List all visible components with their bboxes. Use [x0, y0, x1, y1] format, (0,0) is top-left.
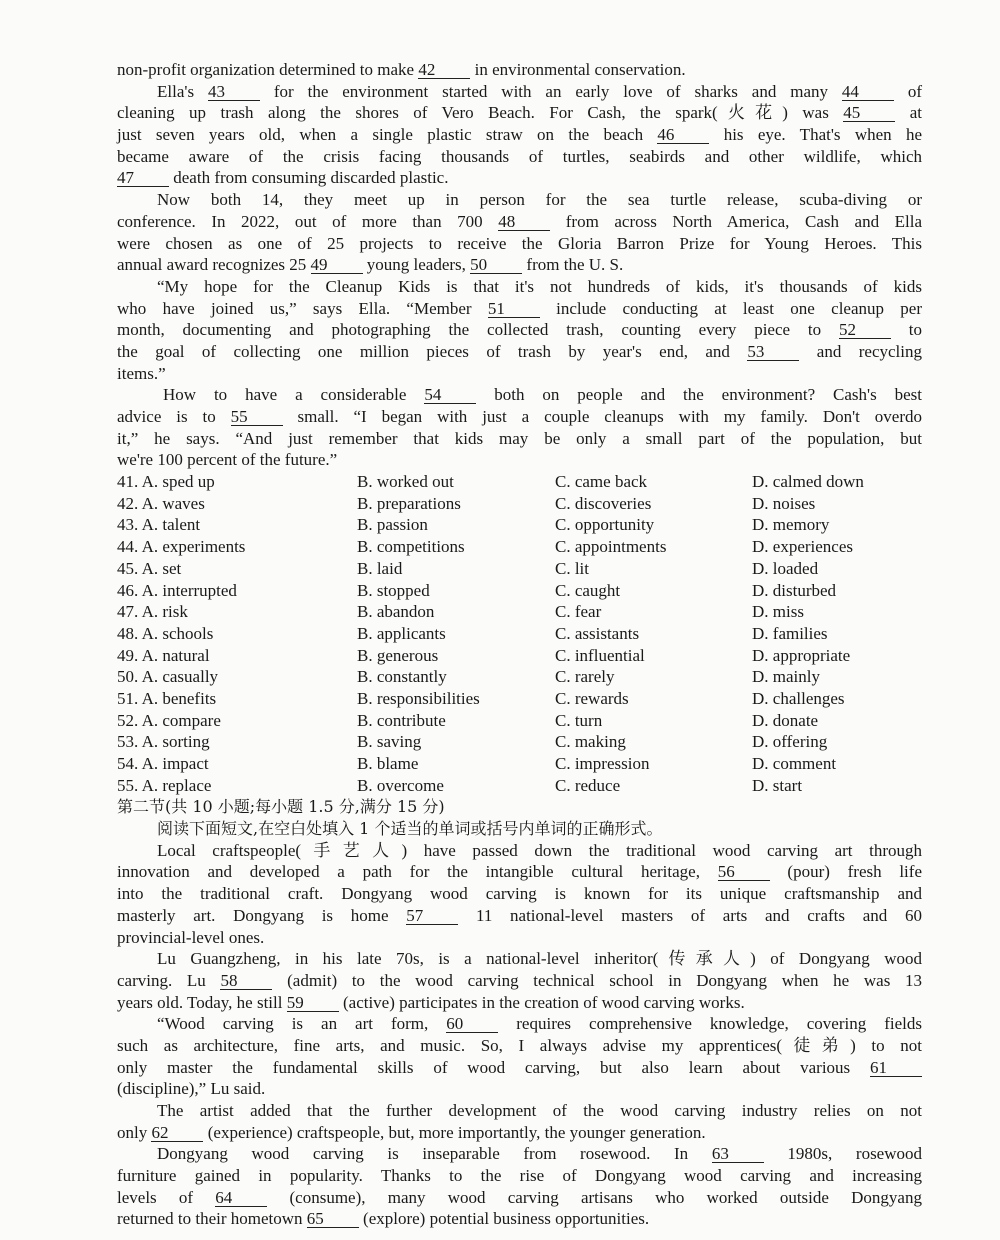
option-text: C. discoveries: [555, 493, 652, 513]
option-d: [752, 601, 804, 623]
option-text: A. natural: [141, 645, 210, 665]
text-segment: (active) participates in the creation of wood carving works.: [338, 992, 745, 1012]
option-c: [555, 471, 752, 493]
option-b: [357, 558, 555, 580]
text-line: [117, 1143, 922, 1165]
option-text: B. worked out: [357, 472, 454, 492]
option-text: D. comment: [752, 754, 837, 773]
text-segment: (consume), many wood carving artisans who worked outside Dongyang: [267, 1187, 922, 1207]
option-b: [357, 536, 555, 558]
text-segment: “My hope for the Cleanup Kids is that it's not hundreds of kids, it's thousands of kids: [157, 276, 922, 296]
text-segment: Dongyang wood carving is inseparable from rosewood. In: [157, 1144, 712, 1164]
option-a: [117, 623, 357, 645]
text-line: [117, 211, 922, 233]
text-segment: into the traditional craft. Dongyang wood carving is known for its unique craftsmanship and: [117, 884, 922, 904]
option-a: [117, 666, 357, 688]
option-b: [357, 753, 555, 775]
option-text: B. abandon: [357, 602, 435, 622]
answer-blank: 45: [843, 104, 895, 122]
text-segment: include conducting at least one cleanup per: [539, 298, 923, 318]
option-text: C. assistants: [555, 623, 640, 643]
option-d: [752, 514, 829, 536]
option-a: [117, 645, 357, 667]
text-segment: “Wood carving is an art form,: [157, 1014, 447, 1034]
text-segment: requires comprehensive knowledge, covering fields: [498, 1014, 922, 1034]
option-text: B. applicants: [357, 623, 446, 643]
option-text: C. came back: [555, 472, 648, 492]
option-text: B. preparations: [357, 493, 461, 513]
option-text: C. opportunity: [555, 515, 655, 535]
option-c: [555, 493, 752, 515]
option-a: [117, 601, 357, 623]
answer-blank: 43: [208, 83, 260, 101]
answer-blank: 47: [117, 169, 169, 187]
option-d: [752, 580, 836, 602]
option-c: [555, 666, 752, 688]
question-number: 49.: [117, 645, 139, 665]
answer-blank: 63: [712, 1145, 764, 1163]
option-d: [752, 645, 850, 667]
text-segment: Lu Guangzheng, in his late 70s, is a national-level inheritor(传承人) of Dongyang wood: [157, 949, 922, 969]
option-b: [357, 623, 555, 645]
text-line: [117, 167, 922, 189]
option-text: C. rewards: [555, 688, 629, 708]
question-number: 47.: [117, 602, 139, 622]
option-a: [117, 493, 357, 515]
text-segment: young leaders,: [362, 255, 471, 275]
text-line: [117, 59, 922, 81]
fill-in-passage: [117, 840, 922, 1230]
question-number: 41.: [117, 472, 139, 492]
text-line: [117, 189, 922, 211]
text-segment: levels of: [117, 1187, 216, 1207]
option-c: [555, 558, 752, 580]
text-line: [117, 1057, 922, 1079]
text-segment: annual award recognizes 25: [117, 255, 311, 275]
question-number: 52.: [117, 710, 139, 730]
option-text: D. disturbed: [752, 580, 837, 600]
option-text: D. challenges: [752, 688, 845, 708]
text-segment: The artist added that the further development of the wood carving industry relies on not: [157, 1101, 922, 1120]
answer-blank: 54: [424, 386, 476, 404]
cloze-passage: [117, 59, 922, 471]
answer-blank: 55: [231, 408, 283, 426]
answer-blank: 57: [406, 907, 458, 925]
option-text: D. start: [752, 775, 803, 795]
text-segment: for the environment started with an early love of sharks and many: [259, 81, 842, 101]
option-text: C. making: [555, 732, 626, 752]
option-text: B. laid: [357, 558, 403, 578]
option-d: [752, 623, 828, 645]
option-row: [117, 493, 922, 515]
question-number: 51.: [117, 688, 139, 708]
text-segment: Local craftspeople(手艺人) have passed down the traditional wood carving art through: [157, 840, 922, 860]
option-text: A. waves: [141, 493, 205, 513]
option-b: [357, 688, 555, 710]
option-c: [555, 775, 752, 797]
option-b: [357, 775, 555, 797]
option-row: [117, 471, 922, 493]
text-segment: (admit) to the wood carving technical school in Dongyang when he was 13: [272, 970, 923, 990]
text-line: [117, 146, 922, 168]
text-segment: Ella's: [157, 81, 208, 101]
option-d: [752, 558, 818, 580]
options-list: [117, 471, 922, 796]
answer-blank: 48: [498, 213, 550, 231]
option-text: B. saving: [357, 732, 422, 752]
option-text: A. sorting: [141, 732, 210, 752]
text-line: [117, 970, 922, 992]
text-line: [117, 1122, 922, 1144]
option-text: D. calmed down: [752, 472, 864, 492]
option-a: [117, 536, 357, 558]
answer-blank: 50: [470, 256, 522, 274]
question-number: 54.: [117, 754, 139, 773]
text-line: [117, 124, 922, 146]
text-segment: became aware of the crisis facing thousands of turtles, seabirds and other wildlife, which: [117, 146, 922, 166]
text-segment: who have joined us,” says Ella. “Member: [117, 298, 488, 318]
text-segment: in environmental conservation.: [470, 60, 686, 79]
option-c: [555, 623, 752, 645]
option-a: [117, 471, 357, 493]
text-line: [117, 102, 922, 124]
option-text: C. fear: [555, 602, 602, 622]
option-text: D. experiences: [752, 537, 854, 557]
option-text: C. caught: [555, 580, 621, 600]
text-line: [117, 948, 922, 970]
text-line: [117, 992, 922, 1014]
text-segment: both on people and the environment? Cash's best: [476, 385, 922, 405]
question-number: 43.: [117, 515, 139, 535]
text-segment: 11 national-level masters of arts and crafts and 60: [458, 905, 922, 925]
text-segment: innovation and developed a path for the intangible cultural heritage,: [117, 862, 718, 882]
text-line: [117, 861, 922, 883]
answer-blank: 64: [215, 1189, 267, 1207]
text-line: [117, 1187, 922, 1209]
option-row: [117, 558, 922, 580]
answer-blank: 52: [839, 321, 891, 339]
text-line: [117, 1100, 922, 1122]
option-b: [357, 580, 555, 602]
option-text: A. benefits: [141, 688, 217, 708]
option-a: [117, 514, 357, 536]
text-line: [117, 905, 922, 927]
answer-blank: 51: [488, 300, 540, 318]
text-line: [117, 81, 922, 103]
text-segment: furniture gained in popularity. Thanks to the rise of Dongyang wood carving and increasing: [117, 1166, 922, 1186]
question-number: 42.: [117, 493, 139, 513]
option-a: [117, 710, 357, 732]
text-segment: to: [890, 320, 922, 340]
question-number: 53.: [117, 732, 139, 752]
answer-blank: 46: [657, 126, 709, 144]
text-segment: small. “I began with just a couple cleanups with my family. Don't overdo: [282, 407, 922, 426]
text-segment: from the U. S.: [522, 255, 624, 275]
option-text: B. responsibilities: [357, 688, 480, 708]
text-line: [117, 449, 922, 471]
option-d: [752, 775, 802, 797]
text-segment: advice is to: [117, 407, 231, 426]
option-text: C. lit: [555, 558, 590, 578]
option-b: [357, 645, 555, 667]
text-segment: at: [895, 103, 922, 123]
option-text: C. turn: [555, 710, 603, 730]
question-number: 48.: [117, 623, 139, 643]
text-segment: Now both 14, they meet up in person for the sea turtle release, scuba-diving or: [157, 190, 922, 210]
text-segment: and recycling: [799, 341, 922, 361]
option-row: [117, 580, 922, 602]
answer-blank: 59: [287, 994, 339, 1012]
option-text: A. experiments: [141, 537, 246, 557]
text-segment: items.”: [117, 363, 166, 383]
text-line: [117, 406, 922, 428]
option-text: A. impact: [141, 754, 209, 773]
text-segment: masterly art. Dongyang is home: [117, 905, 407, 925]
option-row: [117, 775, 922, 797]
section-heading: 第二节(共 10 小题;每小题 1.5 分,满分 15 分): [117, 797, 445, 817]
text-line: [117, 1035, 922, 1057]
answer-blank: 65: [307, 1210, 359, 1228]
text-line: [117, 1078, 922, 1100]
text-line: [117, 254, 922, 276]
option-text: B. passion: [357, 515, 428, 535]
option-text: B. constantly: [357, 667, 447, 687]
option-text: A. set: [141, 558, 182, 578]
option-row: [117, 731, 922, 753]
text-line: [117, 927, 922, 949]
text-line: [117, 1208, 922, 1230]
option-d: [752, 731, 827, 753]
answer-blank: 53: [747, 343, 799, 361]
option-text: D. donate: [752, 710, 819, 730]
option-text: B. blame: [357, 754, 419, 773]
option-text: B. generous: [357, 645, 439, 665]
option-text: D. miss: [752, 602, 804, 622]
option-a: [117, 688, 357, 710]
option-row: [117, 666, 922, 688]
option-a: [117, 731, 357, 753]
answer-blank: 60: [446, 1015, 498, 1033]
answer-blank: 42: [418, 61, 470, 79]
option-row: [117, 710, 922, 732]
text-segment: were chosen as one of 25 projects to receive the Gloria Barron Prize for Young Heroes. This: [117, 233, 922, 253]
answer-blank: 58: [220, 972, 272, 990]
option-text: B. overcome: [357, 775, 444, 795]
text-line: [117, 428, 922, 450]
option-row: [117, 623, 922, 645]
option-a: [117, 580, 357, 602]
text-line: [117, 1013, 922, 1035]
option-text: D. mainly: [752, 667, 820, 687]
option-b: [357, 471, 555, 493]
option-c: [555, 688, 752, 710]
text-segment: (pour) fresh life: [769, 862, 922, 882]
text-line: [117, 384, 922, 406]
question-number: 46.: [117, 580, 139, 600]
text-line: [117, 276, 922, 298]
text-line: [117, 363, 922, 385]
option-c: [555, 580, 752, 602]
option-text: B. contribute: [357, 710, 446, 730]
option-a: [117, 558, 357, 580]
option-b: [357, 710, 555, 732]
option-row: [117, 645, 922, 667]
option-text: C. rarely: [555, 667, 615, 687]
text-line: [117, 1165, 922, 1187]
option-row: [117, 688, 922, 710]
option-d: [752, 471, 864, 493]
option-text: C. reduce: [555, 775, 621, 795]
text-segment: such as architecture, fine arts, and music. So, I always advise my apprentices(徒弟) to not: [117, 1035, 922, 1055]
text-line: [117, 298, 922, 320]
text-segment: provincial-level ones.: [117, 927, 265, 947]
text-segment: of: [893, 81, 922, 101]
option-a: [117, 753, 357, 775]
answer-blank: 49: [311, 256, 363, 274]
answer-blank: 56: [718, 863, 770, 881]
text-segment: cleaning up trash along the shores of Vero Beach. For Cash, the spark(火花) was: [117, 103, 844, 123]
exam-page: [117, 59, 922, 1230]
option-text: D. appropriate: [752, 645, 851, 665]
text-segment: only master the fundamental skills of wood carving, but also learn about various: [117, 1057, 870, 1077]
option-text: D. memory: [752, 515, 830, 535]
option-d: [752, 710, 818, 732]
text-line: [117, 840, 922, 862]
option-text: A. replace: [141, 775, 212, 795]
option-d: [752, 666, 820, 688]
text-segment: month, documenting and photographing the collected trash, counting every piece to: [117, 320, 839, 340]
option-text: C. influential: [555, 645, 645, 665]
option-d: [752, 688, 845, 710]
option-c: [555, 710, 752, 732]
text-segment: returned to their hometown: [117, 1209, 307, 1229]
option-text: A. sped up: [141, 472, 215, 492]
text-segment: only: [117, 1122, 152, 1142]
option-text: D. loaded: [752, 558, 819, 578]
option-text: D. families: [752, 623, 828, 643]
text-segment: carving. Lu: [117, 970, 221, 990]
text-segment: death from consuming discarded plastic.: [169, 168, 449, 188]
answer-blank: 61: [870, 1059, 922, 1077]
option-text: B. competitions: [357, 537, 465, 557]
option-b: [357, 731, 555, 753]
option-c: [555, 731, 752, 753]
option-d: [752, 753, 836, 775]
option-d: [752, 536, 853, 558]
text-segment: we're 100 percent of the future.”: [117, 450, 338, 470]
option-text: A. compare: [141, 710, 221, 730]
text-segment: (experience) craftspeople, but, more importantly, the younger generation.: [203, 1122, 706, 1142]
question-number: 50.: [117, 667, 139, 687]
option-row: [117, 536, 922, 558]
text-segment: it,” he says. “And just remember that kids may be only a small part of the population, but: [117, 428, 922, 448]
option-b: [357, 601, 555, 623]
answer-blank: 44: [842, 83, 894, 101]
option-text: D. offering: [752, 732, 828, 752]
option-c: [555, 645, 752, 667]
text-segment: the goal of collecting one million pieces of trash by year's end, and: [117, 341, 748, 361]
text-segment: conference. In 2022, out of more than 700: [117, 211, 499, 231]
option-text: A. schools: [141, 623, 214, 643]
option-d: [752, 493, 815, 515]
option-row: [117, 514, 922, 536]
text-segment: (discipline),” Lu said.: [117, 1079, 266, 1099]
option-text: A. casually: [141, 667, 219, 687]
text-line: [117, 319, 922, 341]
question-number: 45.: [117, 558, 139, 578]
option-c: [555, 514, 752, 536]
text-segment: his eye. That's when he: [709, 125, 923, 145]
option-b: [357, 666, 555, 688]
section-instruction: 阅读下面短文,在空白处填入 1 个适当的单词或括号内单词的正确形式。: [157, 819, 663, 839]
option-text: B. stopped: [357, 580, 430, 600]
question-number: 44.: [117, 537, 139, 557]
text-line: [117, 341, 922, 363]
text-line: [117, 883, 922, 905]
option-row: [117, 601, 922, 623]
option-a: [117, 775, 357, 797]
text-segment: non-profit organization determined to make: [117, 60, 419, 79]
option-row: [117, 753, 922, 775]
answer-blank: 62: [151, 1124, 203, 1142]
text-segment: How to have a considerable: [163, 385, 425, 405]
option-c: [555, 601, 752, 623]
option-text: D. noises: [752, 493, 816, 513]
option-b: [357, 493, 555, 515]
option-text: A. risk: [141, 602, 188, 622]
option-b: [357, 514, 555, 536]
text-segment: 1980s, rosewood: [763, 1144, 923, 1164]
question-number: 55.: [117, 775, 139, 795]
text-segment: just seven years old, when a single plastic straw on the beach: [117, 125, 658, 145]
option-text: A. interrupted: [141, 580, 237, 600]
text-segment: (explore) potential business opportunities.: [358, 1209, 650, 1229]
option-text: C. impression: [555, 754, 650, 773]
text-line: [117, 233, 922, 255]
option-text: A. talent: [141, 515, 201, 535]
text-segment: years old. Today, he still: [117, 992, 287, 1012]
option-c: [555, 753, 752, 775]
option-text: C. appointments: [555, 537, 667, 557]
text-segment: from across North America, Cash and Ella: [550, 211, 922, 231]
option-c: [555, 536, 752, 558]
